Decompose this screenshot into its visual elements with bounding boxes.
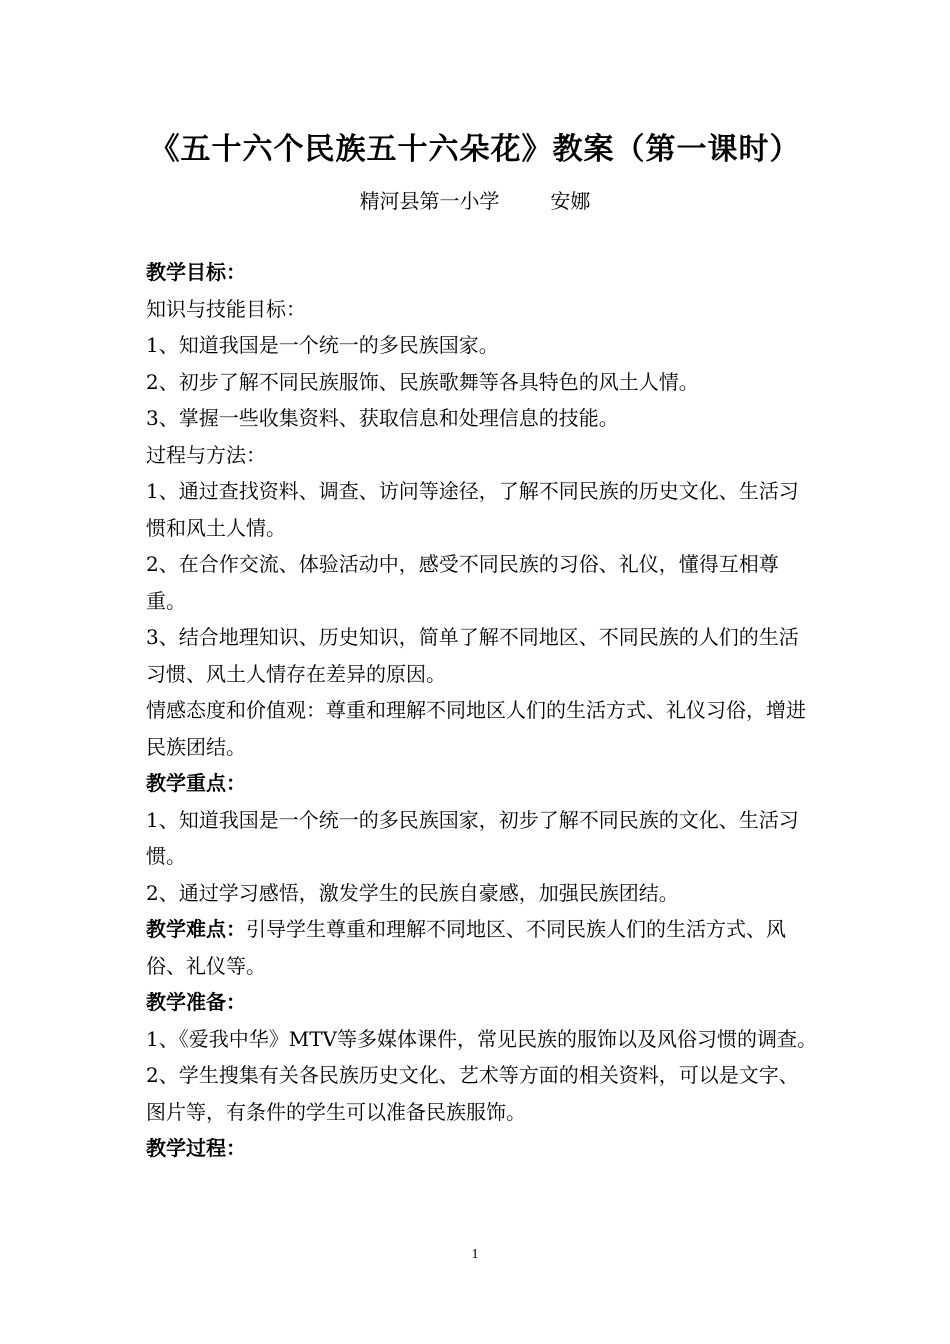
- process-steps-heading: 教学过程：: [146, 1136, 246, 1160]
- page-number: 1: [471, 1247, 479, 1262]
- preparation-heading: 教学准备：: [146, 990, 246, 1014]
- knowledge-item: 2、初步了解不同民族服饰、民族歌舞等各具特色的风土人情。: [146, 369, 699, 394]
- process-heading: 过程与方法：: [146, 442, 266, 467]
- key-points-heading: 教学重点：: [146, 771, 246, 795]
- process-item: 1、通过查找资料、调查、访问等途径，了解不同民族的历史文化、生活习惯和风土人情。: [146, 479, 799, 540]
- preparation-item: 1、《爱我中华》MTV等多媒体课件，常见民族的服饰以及风俗习惯的调查。: [146, 1026, 817, 1051]
- knowledge-item: 1、知道我国是一个统一的多民族国家。: [146, 333, 499, 357]
- key-point-item: 2、通过学习感悟，激发学生的民族自豪感，加强民族团结。: [146, 880, 679, 905]
- difficulty-text: 引导学生尊重和理解不同地区、不同民族人们的生活方式、风俗、礼仪等。: [146, 917, 786, 978]
- key-point-item: 1、知道我国是一个统一的多民族国家，初步了解不同民族的文化、生活习惯。: [146, 807, 799, 868]
- preparation-item: 2、学生搜集有关各民族历史文化、艺术等方面的相关资料，可以是文字、图片等，有条件的学生可以准备民族服饰。: [146, 1063, 799, 1124]
- process-item: 3、结合地理知识、历史知识，简单了解不同地区、不同民族的人们的生活习惯、风土人情存在差异的原因。: [146, 625, 799, 686]
- knowledge-item: 3、掌握一些收集资料、获取信息和处理信息的技能。: [146, 406, 619, 430]
- document-body: [146, 254, 818, 1167]
- difficulty-heading: 教学难点：: [146, 917, 246, 941]
- knowledge-heading: 知识与技能目标：: [146, 296, 306, 321]
- document-title: 《五十六个民族五十六朵花》教案（第一课时）: [149, 132, 801, 167]
- difficulty-paragraph: [146, 911, 818, 984]
- objectives-heading: 教学目标：: [146, 260, 246, 284]
- author-line: 精河县第一小学 安娜: [359, 189, 591, 213]
- emotion-paragraph: 情感态度和价值观：尊重和理解不同地区人们的生活方式、礼仪习俗，增进民族团结。: [146, 698, 806, 759]
- process-item: 2、在合作交流、体验活动中，感受不同民族的习俗、礼仪，懂得互相尊重。: [146, 552, 779, 613]
